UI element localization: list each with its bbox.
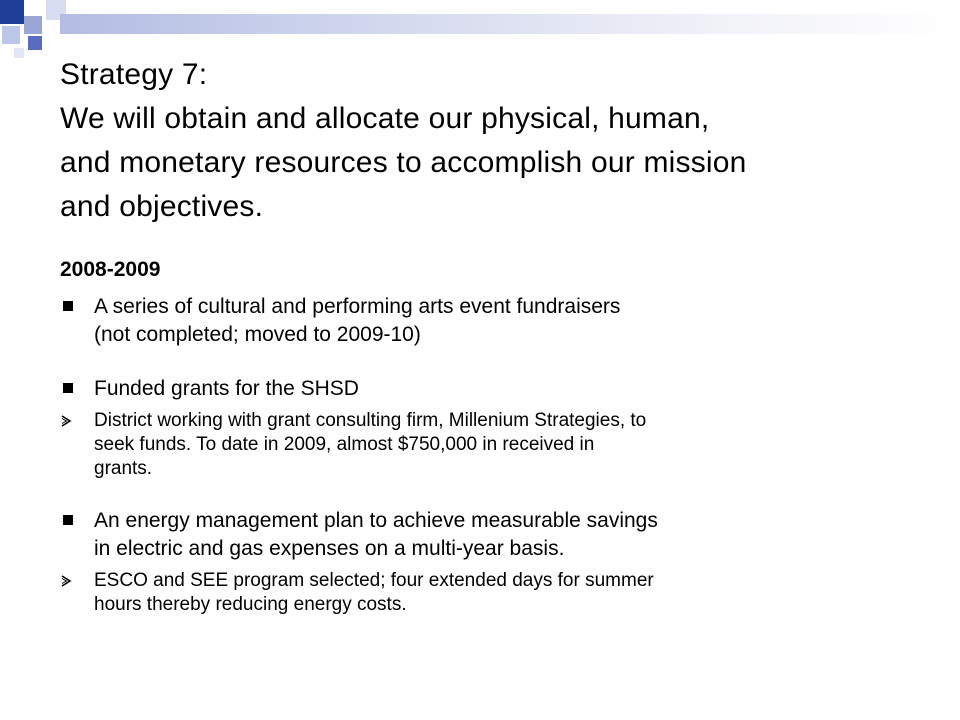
sub-bullet-text-line: District working with grant consulting firm, Millenium Strategies, to [94,410,647,431]
corner-square-decoration [0,0,24,24]
bullet-text-line: An energy management plan to achieve measurable savings [94,509,658,532]
header-gradient-bar [60,14,960,34]
corner-square-decoration [24,16,42,34]
slide-title [60,53,940,229]
title-line: and objectives. [60,190,264,223]
title-line: Strategy 7: [60,58,208,91]
sub-bullet-text-line: ESCO and SEE program selected; four extended days for summer [94,570,654,591]
bullet-text-line: in electric and gas expenses on a multi-year basis. [94,537,565,560]
sub-bullet-item [60,569,920,617]
sub-bullet-text-line: hours thereby reducing energy costs. [94,594,407,615]
arrow-bullet-icon [60,409,72,427]
bullet-item [60,375,920,403]
sub-bullet-text-line: grants. [94,458,153,479]
bullet-text-line: (not completed; moved to 2009-10) [94,323,421,346]
corner-square-decoration [14,48,24,58]
sub-bullet-text-line: seek funds. To date in 2009, almost $750,000 in received in [94,434,595,455]
sub-bullet-item [60,409,920,481]
corner-square-decoration [28,36,42,50]
bullet-item [60,507,920,563]
square-bullet-icon [63,515,73,525]
title-line: We will obtain and allocate our physical, human, [60,102,710,135]
title-line: and monetary resources to accomplish our mission [60,146,747,179]
square-bullet-icon [63,383,73,393]
year-heading: 2008-2009 [60,258,161,281]
bullet-text-line: Funded grants for the SHSD [94,377,359,400]
corner-square-decoration [2,26,20,44]
arrow-bullet-icon [60,569,72,587]
bullet-text-line: A series of cultural and performing arts event fundraisers [94,295,621,318]
slide-body [60,255,920,617]
square-bullet-icon [63,301,73,311]
bullet-item [60,293,920,349]
